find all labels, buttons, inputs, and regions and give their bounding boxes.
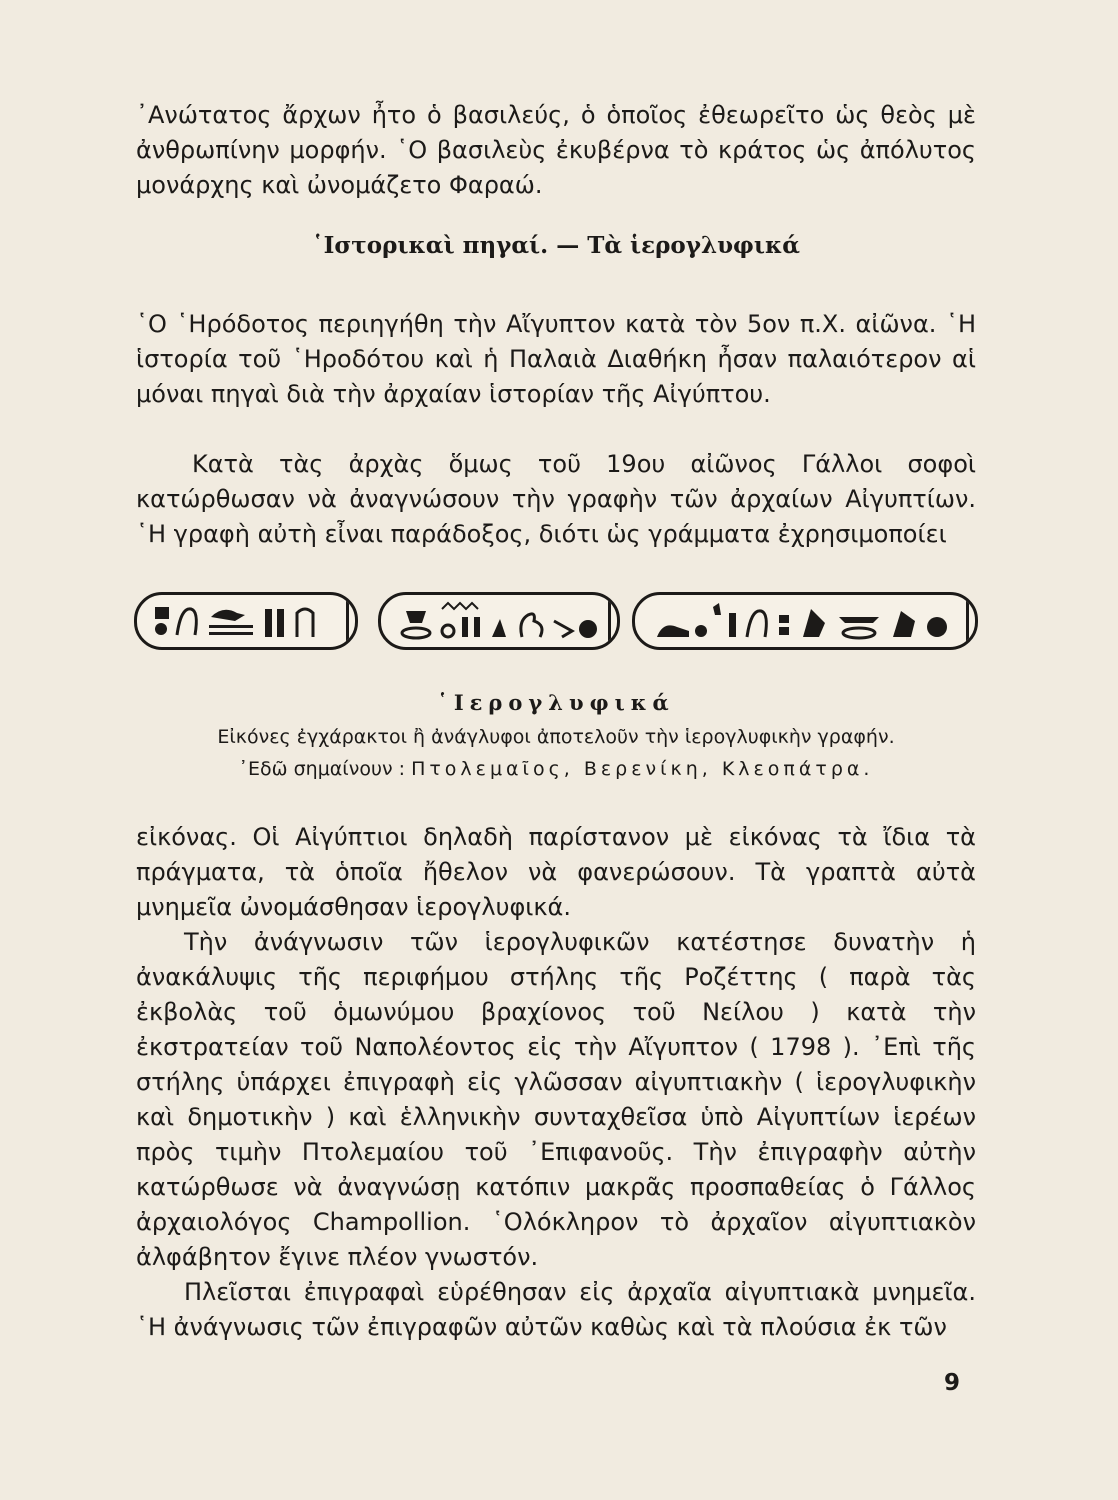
caption-names: Πτολεμαῖος, Βερενίκη, Κλεοπάτρα. bbox=[411, 758, 874, 780]
cartouche-ptolemy bbox=[134, 592, 358, 650]
figure-caption-title: ῾Ιερογλυφικά bbox=[437, 690, 675, 715]
paragraph-decipherment: Κατὰ τὰς ἀρχὰς ὅμως τοῦ 19ου αἰῶνος Γάλλοι σοφοὶ κατώρθωσαν νὰ ἀναγνώσουν τὴν γραφὴν τῶν ἀρχαίων Αἰγυπτίων. ῾Η γραφὴ αὐτὴ εἶναι παράδοξος, διότι ὡς γράμματα ἐχρησιμοποίει bbox=[136, 450, 976, 548]
paragraph-rosetta: Τὴν ἀνάγνωσιν τῶν ἱερογλυφικῶν κατέστησε δυνατὴν ἡ ἀνακάλυψις τῆς περιφήμου στήλης τῆς Ροζέττης ( παρὰ τὰς ἐκβολὰς τοῦ ὁμωνύμου βραχίονος τοῦ Νείλου ) κατὰ τὴν ἐκστρατείαν τοῦ Ναπολέοντος εἰς τὴν Αἴγυπτον ( 1798 ). ᾿Επὶ τῆς στήλης ὑπάρχει ἐπιγραφὴ εἰς γλῶσσαν αἰγυπτιακὴν ( ἱερογλυφικὴν καὶ δημοτικὴν ) καὶ ἑλληνικὴν συνταχθεῖσα ὑπὸ Αἰγυπτίων ἱερέων πρὸς τιμὴν Πτολεμαίου τοῦ ᾿Επιφανοῦς. Τὴν ἐπιγραφὴν αὐτὴν κατώρθωσε νὰ ἀναγνώσῃ κατόπιν μακρᾶς προσπαθείας ὁ Γάλλος ἀρχαιολόγος Champollion. ῾Ολόκληρον τὸ ἀρχαῖον αἰγυπτιακὸν ἀλφάβητον ἔγινε πλέον γνωστόν. bbox=[136, 928, 976, 1271]
cartouche-berenice bbox=[378, 592, 620, 650]
page-number: 9 bbox=[944, 1370, 961, 1396]
paragraph-inscriptions: Πλεῖσται ἐπιγραφαὶ εὑρέθησαν εἰς ἀρχαῖα αἰγυπτιακὰ μνημεῖα. ῾Η ἀνάγνωσις τῶν ἐπιγραφῶν αὐτῶν καθὼς καὶ τὰ πλούσια ἐκ τῶν bbox=[136, 1278, 976, 1341]
hieroglyphs-ptolemy-icon bbox=[151, 601, 341, 641]
section-heading: ῾Ιστορικαὶ πηγαί. — Τὰ ἱερογλυφικά bbox=[312, 232, 800, 259]
figure-caption-line1: Εἰκόνες ἐγχάρακτοι ἢ ἀνάγλυφοι ἀποτελοῦν τὴν ἱερογλυφικὴν γραφήν. bbox=[217, 726, 895, 748]
figure-caption-line2 bbox=[136, 758, 976, 780]
hieroglyphs-berenice-icon bbox=[396, 601, 602, 641]
paragraph-pharaoh: ᾿Ανώτατος ἄρχων ἦτο ὁ βασιλεύς, ὁ ὁποῖος ἐθεωρεῖτο ὡς θεὸς μὲ ἀνθρωπίνην μορφήν. ῾Ο βασιλεὺς ἐκυβέρνα τὸ κράτος ὡς ἀπόλυτος μονάρχης καὶ ὠνομάζετο Φαραώ. bbox=[136, 101, 976, 199]
cartouche-cleopatra bbox=[632, 592, 978, 650]
paragraph-sources: ῾Ο ῾Ηρόδοτος περιηγήθη τὴν Αἴγυπτον κατὰ τὸν 5ον π.Χ. αἰῶνα. ῾Η ἱστορία τοῦ ῾Ηροδότου καὶ ἡ Παλαιὰ Διαθήκη ἦσαν παλαιότερον αἱ μόναι πηγαὶ διὰ τὴν ἀρχαίαν ἱστορίαν τῆς Αἰγύπτου. bbox=[136, 310, 976, 408]
hieroglyphs-cleopatra-icon bbox=[649, 601, 961, 641]
paragraph-pictures: εἰκόνας. Οἱ Αἰγύπτιοι δηλαδὴ παρίστανον μὲ εἰκόνας τὰ ἴδια τὰ πράγματα, τὰ ὁποῖα ἤθελον νὰ φανερώσουν. Τὰ γραπτὰ αὐτὰ μνημεῖα ὠνομάσθησαν ἱερογλυφικά. bbox=[136, 823, 976, 921]
caption-prefix: ᾿Εδῶ σημαίνουν : bbox=[238, 758, 406, 780]
hieroglyph-cartouches-figure bbox=[128, 584, 980, 654]
